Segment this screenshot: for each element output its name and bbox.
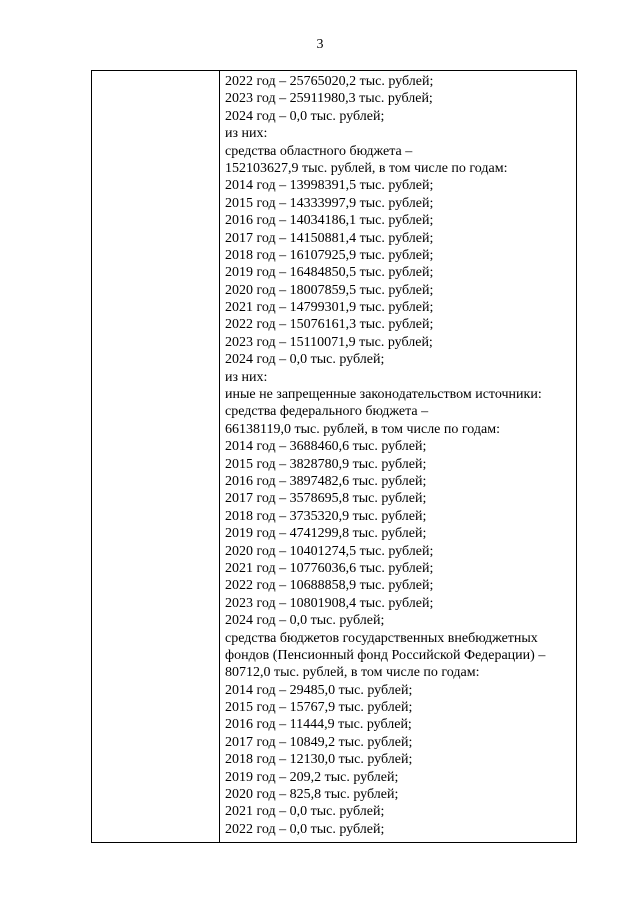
text-line: 80712,0 тыс. рублей, в том числе по годам: (225, 665, 480, 681)
text-line: 2021 год – 10776036,6 тыс. рублей; (225, 560, 434, 576)
text-line: из них: (225, 126, 268, 142)
text-line: 2015 год – 3828780,9 тыс. рублей; (225, 456, 427, 472)
text-line: средства областного бюджета – (225, 143, 413, 159)
table-left-cell (92, 71, 220, 842)
text-line: 2022 год – 15076161,3 тыс. рублей; (225, 317, 434, 333)
text-line: 66138119,0 тыс. рублей, в том числе по годам: (225, 421, 500, 437)
page-number: 3 (316, 37, 324, 52)
text-line: 2023 год – 15110071,9 тыс. рублей; (225, 334, 433, 350)
text-line: 2017 год – 10849,2 тыс. рублей; (225, 734, 413, 750)
text-line: 2016 год – 3897482,6 тыс. рублей; (225, 473, 427, 489)
text-line: 2023 год – 10801908,4 тыс. рублей; (225, 595, 434, 611)
text-line: 2014 год – 13998391,5 тыс. рублей; (225, 178, 434, 194)
text-line: 2020 год – 18007859,5 тыс. рублей; (225, 282, 434, 298)
text-line: 2018 год – 16107925,9 тыс. рублей; (225, 247, 434, 263)
text-line: 2019 год – 209,2 тыс. рублей; (225, 769, 399, 785)
text-line: 2015 год – 14333997,9 тыс. рублей; (225, 195, 434, 211)
text-line: 2018 год – 12130,0 тыс. рублей; (225, 752, 413, 768)
text-line: фондов (Пенсионный фонд Российской Федерации) – (225, 647, 546, 663)
text-line: 2024 год – 0,0 тыс. рублей; (225, 613, 385, 629)
text-line: 2015 год – 15767,9 тыс. рублей; (225, 700, 413, 716)
text-line: 2023 год – 25911980,3 тыс. рублей; (225, 91, 433, 107)
text-line: 2022 год – 0,0 тыс. рублей; (225, 821, 385, 837)
text-line: средства бюджетов государственных внебюджетных (225, 630, 538, 646)
text-line: 2018 год – 3735320,9 тыс. рублей; (225, 508, 427, 524)
text-line: 2019 год – 4741299,8 тыс. рублей; (225, 526, 427, 542)
text-line: 2014 год – 3688460,6 тыс. рублей; (225, 439, 427, 455)
text-line: из них: (225, 369, 268, 385)
text-line: 2022 год – 10688858,9 тыс. рублей; (225, 578, 434, 594)
text-line: 152103627,9 тыс. рублей, в том числе по годам: (225, 160, 508, 176)
text-line: 2020 год – 825,8 тыс. рублей; (225, 787, 399, 803)
text-line: 2016 год – 14034186,1 тыс. рублей; (225, 213, 434, 229)
text-line: 2022 год – 25765020,2 тыс. рублей; (225, 74, 434, 89)
text-line: 2020 год – 10401274,5 тыс. рублей; (225, 543, 434, 559)
text-line: 2014 год – 29485,0 тыс. рублей; (225, 682, 413, 698)
funding-table (91, 70, 577, 843)
text-line: 2021 год – 0,0 тыс. рублей; (225, 804, 385, 820)
text-line: 2021 год – 14799301,9 тыс. рублей; (225, 300, 434, 316)
table-right-cell (225, 73, 575, 838)
text-line: иные не запрещенные законодательством источники: (225, 387, 542, 403)
text-line: 2024 год – 0,0 тыс. рублей; (225, 108, 385, 124)
text-line: 2019 год – 16484850,5 тыс. рублей; (225, 265, 434, 281)
text-line: 2016 год – 11444,9 тыс. рублей; (225, 717, 412, 733)
text-line: 2017 год – 3578695,8 тыс. рублей; (225, 491, 427, 507)
text-line: 2017 год – 14150881,4 тыс. рублей; (225, 230, 434, 246)
text-line: средства федерального бюджета – (225, 404, 429, 420)
text-line: 2024 год – 0,0 тыс. рублей; (225, 352, 385, 368)
